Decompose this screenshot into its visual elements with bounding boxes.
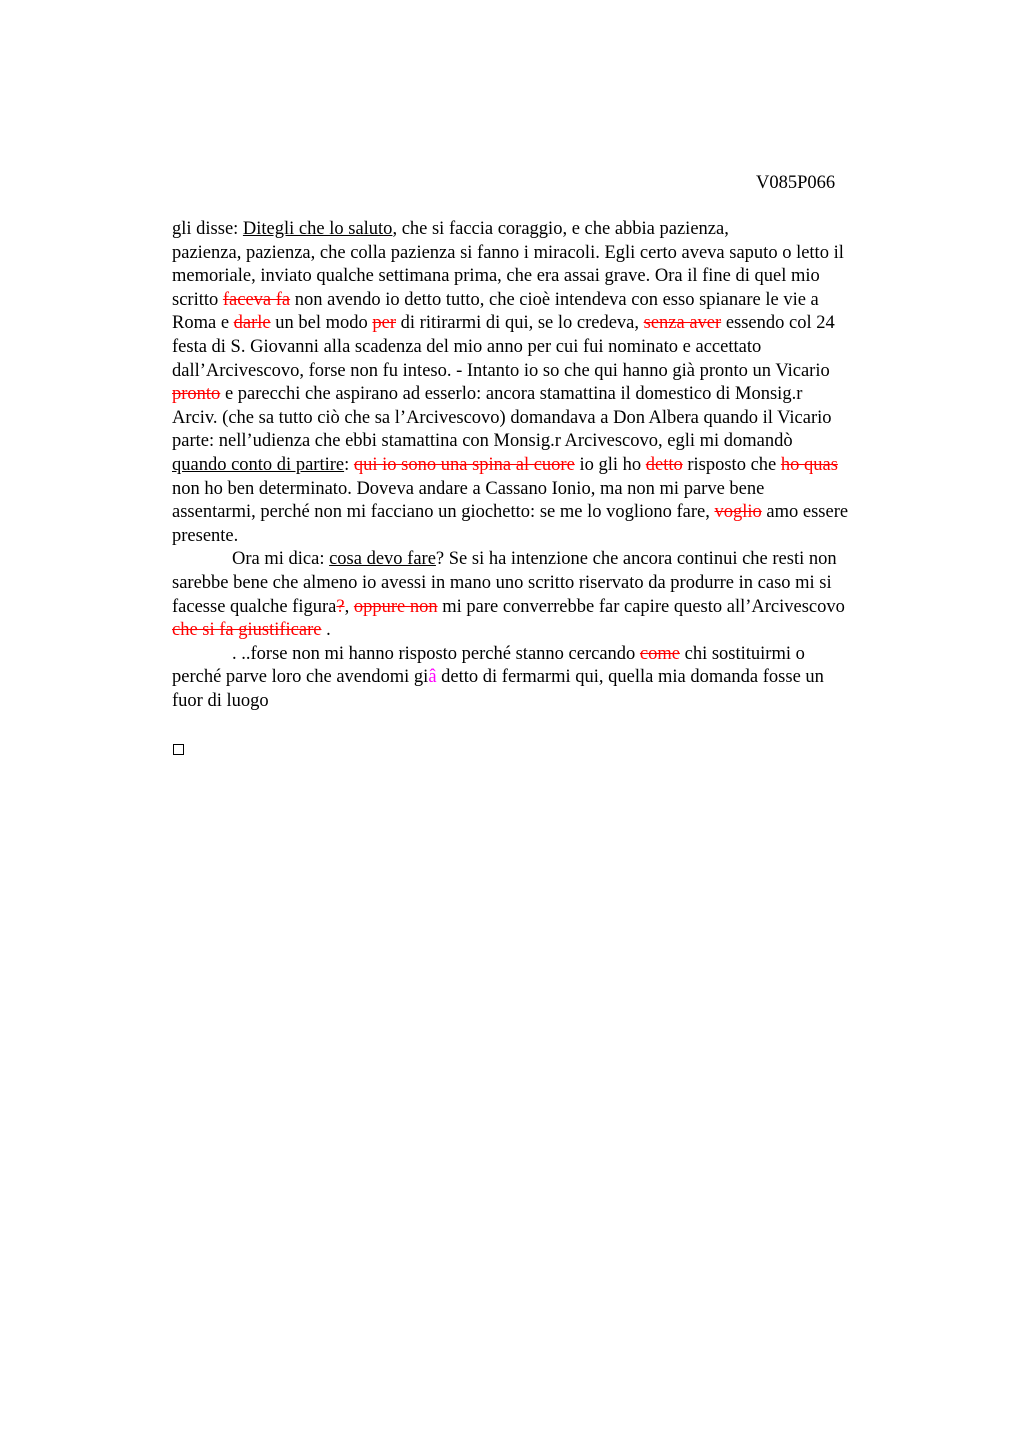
text-run: mi pare converrebbe far capire questo all’Arcivescovo	[437, 596, 845, 617]
text-run: io gli ho	[574, 454, 646, 475]
text-run: parte: nell’udienza che ebbi stamattina con Monsig.r Arcivescovo, egli mi domandò	[172, 431, 793, 452]
text-run: facesse qualche figura	[172, 596, 337, 617]
text-run: perché parve loro che avendomi gi	[172, 667, 429, 688]
underlined-text: Ditegli che lo saluto	[242, 219, 393, 239]
square-outline-icon	[173, 744, 184, 755]
deleted-text: senza aver	[643, 313, 722, 334]
text-line	[172, 360, 932, 384]
text-run: Arciv. (che sa tutto ciò che sa l’Arcivescovo) domandava a Don Albera quando il Vicario	[172, 407, 832, 428]
text-run: fuor di luogo	[172, 690, 269, 711]
deleted-text: darle	[233, 313, 271, 334]
text-run: pazienza, pazienza, che colla pazienza si fanno i miracoli. Egli certo aveva saputo o letto il	[172, 242, 844, 263]
text-line	[172, 501, 932, 525]
text-run: non ho ben determinato. Doveva andare a Cassano Ionio, ma non mi parve bene	[172, 478, 765, 499]
deleted-text: detto	[645, 454, 683, 475]
deleted-text: per	[372, 313, 397, 334]
deleted-text: qui io sono una spina al cuore	[353, 454, 575, 475]
text-run: memoriale, inviato qualche settimana prima, che era assai grave. Ora il fine di quel mio	[172, 266, 820, 287]
text-line	[172, 596, 932, 620]
page-id: V085P066	[756, 173, 836, 193]
text-line	[172, 218, 932, 242]
text-run: presente.	[172, 525, 239, 546]
text-run: chi sostituirmi o	[679, 643, 805, 664]
text-line	[172, 525, 932, 549]
text-line	[172, 430, 932, 454]
text-line	[172, 690, 932, 714]
text-line	[172, 336, 932, 360]
text-line	[172, 643, 932, 667]
deleted-text: oppure non	[353, 596, 438, 617]
text-run: ? Se si ha intenzione che ancora continui che resti non	[435, 549, 837, 570]
text-run: e parecchi che aspirano ad esserlo: ancora stamattina il domestico di Monsig.r	[220, 384, 803, 405]
text-line	[172, 407, 932, 431]
deleted-text: voglio	[714, 502, 762, 523]
text-run: Ora mi dica:	[232, 549, 330, 570]
text-run: non avendo io detto tutto, che cioè intendeva con esso spianare le vie a	[290, 289, 819, 310]
text-run: dall’Arcivescovo, forse non fu inteso. - Intanto io so che qui hanno già pronto un Vicario	[172, 360, 830, 381]
text-line	[172, 289, 932, 313]
deleted-text: ?	[336, 596, 345, 617]
text-line	[172, 454, 932, 478]
text-run: risposto che	[682, 454, 781, 475]
text-line	[172, 478, 932, 502]
text-line	[172, 383, 932, 407]
text-run: , che si faccia coraggio, e che abbia pazienza,	[392, 219, 729, 239]
text-line	[172, 572, 932, 596]
text-run: . ..forse non mi hanno risposto perché stanno cercando	[232, 643, 640, 664]
deleted-text: ho quas	[780, 454, 838, 475]
letter-text	[172, 218, 932, 713]
deleted-text: pronto	[172, 384, 221, 405]
text-run: assentarmi, perché non mi facciano un giochetto: se me lo vogliono fare,	[172, 502, 715, 523]
text-line	[172, 242, 932, 266]
text-run: scritto	[172, 289, 223, 310]
text-line	[172, 312, 932, 336]
text-run: festa di S. Giovanni alla scadenza del mio anno per cui fui nominato e accettato	[172, 336, 762, 357]
deleted-text: faceva fa	[222, 289, 291, 310]
text-run: gli disse:	[172, 219, 243, 239]
text-run: essendo col 24	[721, 313, 835, 334]
text-run: amo essere	[761, 502, 849, 523]
underlined-text: cosa devo fare	[329, 549, 436, 570]
text-run: Roma e	[172, 313, 234, 334]
text-line	[172, 619, 932, 643]
text-line	[172, 265, 932, 289]
underlined-text: quando conto di partire	[172, 454, 345, 475]
text-run: sarebbe bene che almeno io avessi in mano uno scritto riservato da produrre in caso mi si	[172, 572, 832, 593]
text-run: :	[344, 454, 354, 475]
text-line	[172, 666, 932, 690]
deleted-text: come	[639, 643, 680, 664]
deleted-text: che si fa giustificare	[172, 620, 322, 641]
text-line	[172, 548, 932, 572]
text-run: .	[321, 620, 331, 641]
text-run: ,	[344, 596, 354, 617]
text-run: un bel modo	[270, 313, 373, 334]
inserted-text: â	[428, 667, 437, 688]
text-run: detto di fermarmi qui, quella mia domanda fosse un	[436, 667, 824, 688]
text-run: di ritirarmi di qui, se lo credeva,	[396, 313, 644, 334]
